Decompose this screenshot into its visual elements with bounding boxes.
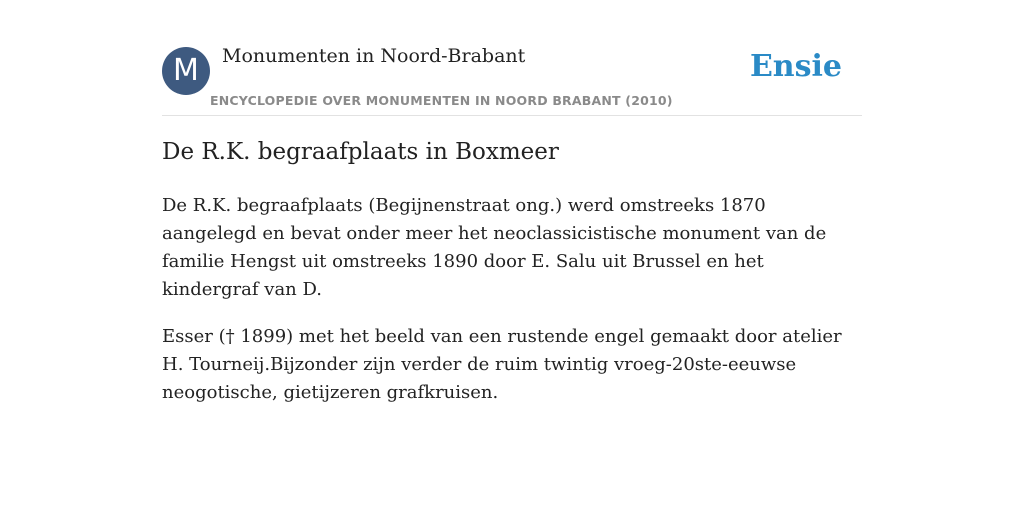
brand-logo[interactable]: Ensie — [749, 49, 842, 84]
article-body — [162, 192, 862, 426]
article-card — [162, 0, 862, 403]
article-title: De R.K. begraafplaats in Boxmeer — [162, 139, 559, 165]
source-title[interactable]: Monumenten in Noord-Brabant — [222, 45, 526, 67]
article-paragraph: Esser († 1899) met het beeld van een rustende engel gemaakt door atelier H. Tourneij.Bijzonder zijn verder de ruim twintig vroeg-20ste-eeuwse neogotische, gietijzeren grafkruisen. — [162, 326, 842, 403]
article-paragraph: De R.K. begraafplaats (Begijnenstraat ong.) werd omstreeks 1870 aangelegd en bevat onder meer het neoclassicistische monument van de familie Hengst uit omstreeks 1890 door E. Salu uit Brussel en het kindergraf van D. — [162, 195, 827, 300]
source-header — [162, 0, 862, 116]
avatar[interactable]: M — [162, 47, 210, 95]
source-subtitle: ENCYCLOPEDIE OVER MONUMENTEN IN NOORD BRABANT (2010) — [210, 93, 673, 108]
